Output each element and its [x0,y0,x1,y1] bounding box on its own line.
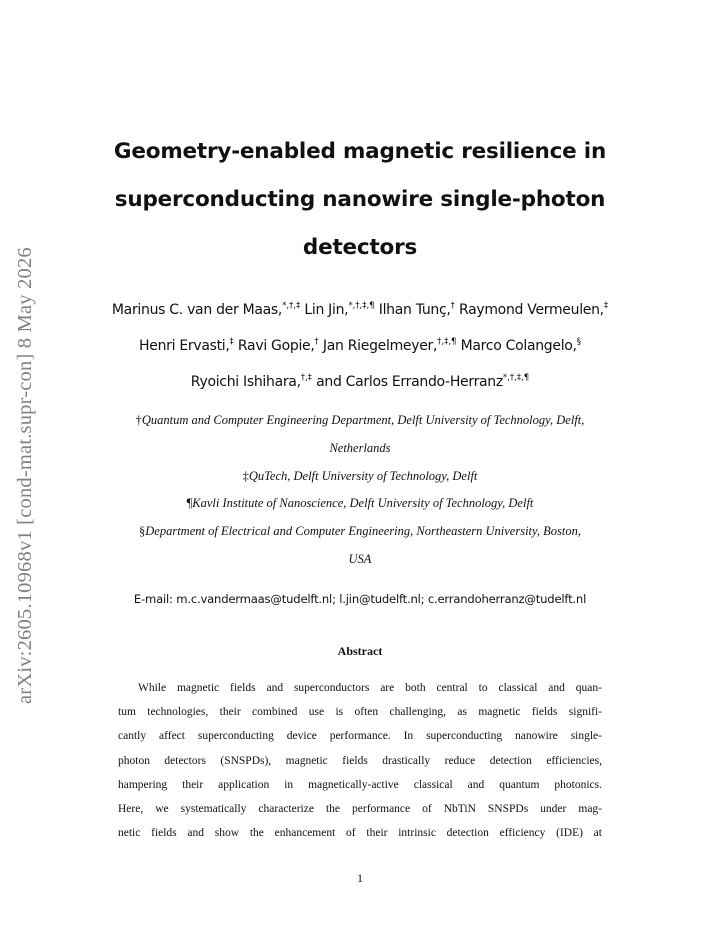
affiliation-text: Department of Electrical and Computer Engineering, Northeastern University, Boston, [145,524,581,539]
abstract-heading: Abstract [337,644,383,658]
affiliation-mark: § [139,524,146,539]
author-affiliation-marks: † [450,301,455,311]
author-name: Jan Riegelmeyer, [318,338,438,354]
arxiv-identifier: arXiv:2605.10968v1 [cond-mat.supr-con] 8 May 2026 [14,247,36,704]
abstract-line: cantly affect superconducting device performance. In superconducting nanowire single- [118,730,602,743]
author-name: Raymond Vermeulen, [454,302,604,318]
affiliation-text: Kavli Institute of Nanoscience, Delft University of Technology, Delft [192,496,534,511]
author-name: Henri Ervasti, [139,338,230,354]
affiliation-line: Netherlands [329,440,391,455]
author-name: Ryoichi Ishihara, [190,374,301,390]
abstract-line: photon detectors (SNSPDs), magnetic fields drastically reduce detection efficiencies, [118,754,602,767]
author-name: Marco Colangelo, [456,338,577,354]
author-affiliation-marks: *,†,‡,¶ [348,301,375,311]
author-name: and Carlos Errando-Herranz [311,374,503,390]
author-affiliation-marks: † [314,337,319,347]
affiliation-mark: ¶ [186,496,193,511]
page-number: 1 [357,871,363,885]
abstract-line: While magnetic fields and superconductors are both central to classical and quan- [138,682,602,694]
affiliation-list [70,407,650,574]
author-line [70,292,650,328]
author-affiliation-marks: ‡ [603,301,609,311]
affiliation-text: Quantum and Computer Engineering Department, Delft University of Technology, Delft, [141,413,585,427]
author-affiliation-marks: *,†,‡,¶ [502,373,530,383]
affiliation-line [70,518,650,546]
author-name: Ravi Gopie, [233,338,315,354]
author-line [70,364,650,400]
affiliation-line [70,463,650,491]
affiliation-line [70,407,650,435]
author-line [70,328,650,364]
abstract-line: hampering their application in magnetically-active classical and quantum photonics. [118,778,602,791]
title-line: Geometry-enabled magnetic resilience in [113,139,607,164]
author-name: Lin Jin, [300,302,349,318]
author-affiliation-marks: †,‡ [300,373,312,383]
abstract-line: netic fields and show the enhancement of their intrinsic detection efficiency (IDE) at [118,827,602,840]
title-line: detectors [302,235,418,260]
author-affiliation-marks: ‡ [229,337,234,347]
affiliation-text: QuTech, Delft University of Technology, Delft [248,468,478,483]
affiliation-mark: † [135,413,142,427]
affiliation-mark: ‡ [242,468,249,483]
author-list [70,292,650,400]
abstract-line: tum technologies, their combined use is often challenging, as magnetic fields signifi- [118,706,602,719]
author-affiliation-marks: *,†,‡ [282,301,301,311]
abstract-line: Here, we systematically characterize the performance of NbTiN SNSPDs under mag- [118,803,602,816]
paper-title [60,128,660,272]
abstract-body [118,676,602,845]
affiliation-line: USA [348,551,372,566]
author-name: Marinus C. van der Maas, [111,302,283,318]
author-affiliation-marks: †,‡,¶ [437,337,457,347]
affiliation-line [70,490,650,518]
title-line: superconducting nanowire single-photon [114,187,606,212]
contact-email: E-mail: m.c.vandermaas@tudelft.nl; l.jin@tudelft.nl; c.errandoherranz@tudelft.nl [133,592,587,606]
author-affiliation-marks: § [576,337,581,347]
author-name: Ilhan Tunç, [374,302,451,318]
